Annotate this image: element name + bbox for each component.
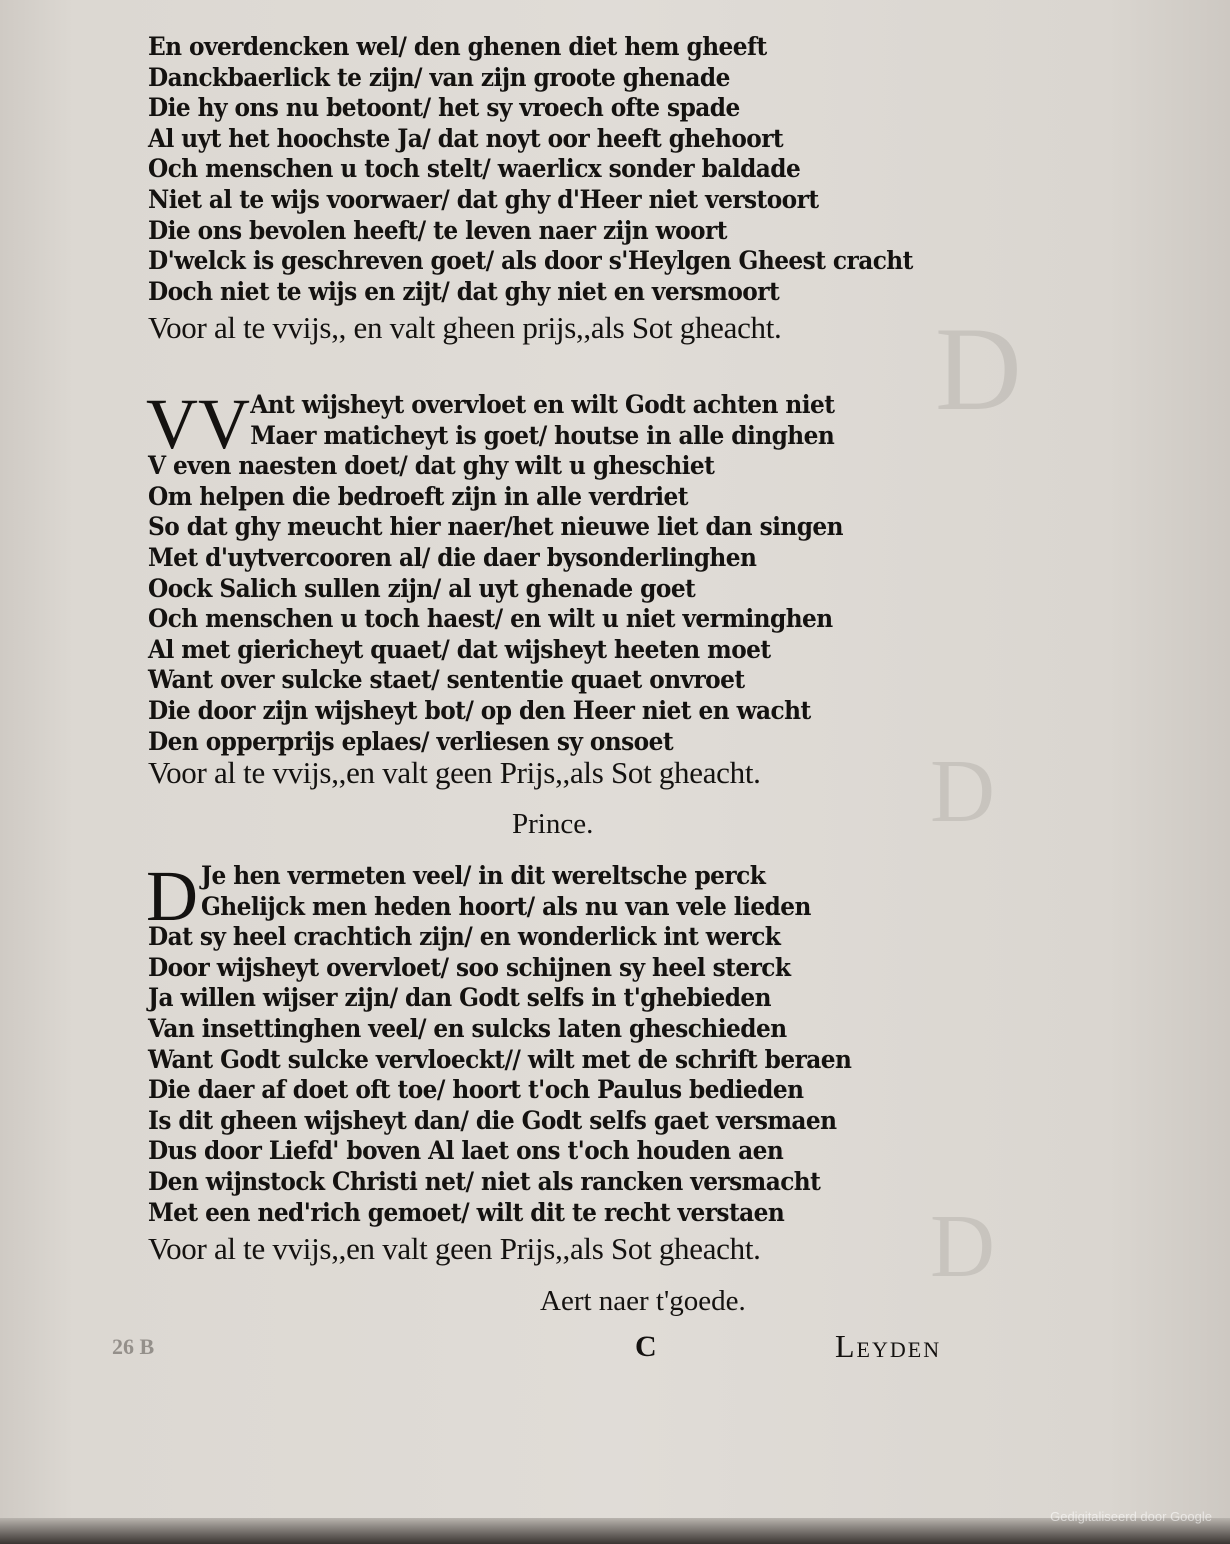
verse-line: Maer maticheyt is goet/ houtse in alle dinghen <box>250 420 835 450</box>
verse-line: Och menschen u toch stelt/ waerlicx sonder baldade <box>148 154 801 184</box>
verse-line: Met een ned'rich gemoet/ wilt dit te recht verstaen <box>148 1197 785 1227</box>
refrain: Voor al te vvijs,,en valt geen Prijs,,als Sot gheacht. <box>148 755 761 790</box>
refrain: Voor al te vvijs,, en valt gheen prijs,,als Sot gheacht. <box>148 310 782 345</box>
verse-line: Want Godt sulcke vervloeckt// wilt met de schrift beraen <box>148 1044 852 1074</box>
motto: Aert naer t'goede. <box>540 1285 746 1317</box>
verse-line: Oock Salich sullen zijn/ al uyt ghenade goet <box>148 573 696 603</box>
verse-line: Den opperprijs eplaes/ verliesen sy onsoet <box>148 726 674 756</box>
bleed-through-letter: D <box>930 1197 995 1296</box>
verse-line: Niet al te wijs voorwaer/ dat ghy d'Heer niet verstoort <box>148 184 819 214</box>
catchword: Leyden <box>835 1328 942 1364</box>
drop-cap: D <box>146 856 198 936</box>
verse-line: Die hy ons nu betoont/ het sy vroech ofte spade <box>148 93 740 123</box>
verse-line: Al met giericheyt quaet/ dat wijsheyt heeten moet <box>148 634 771 664</box>
stanza-3 <box>146 856 904 1228</box>
drop-cap: VV <box>146 384 250 464</box>
verse-line: D'welck is geschreven goet/ als door s'Heylgen Gheest cracht <box>148 246 913 276</box>
page-edge <box>0 1518 1230 1544</box>
verse-line: Door wijsheyt overvloet/ soo schijnen sy heel sterck <box>148 952 791 982</box>
verse-line: Die door zijn wijsheyt bot/ op den Heer niet en wacht <box>148 695 811 725</box>
verse-line: Ant wijsheyt overvloet en wilt Godt achten niet <box>250 390 835 419</box>
verse-line: Danckbaerlick te zijn/ van zijn groote ghenade <box>148 62 730 92</box>
verse-line: V even naesten doet/ dat ghy wilt u gheschiet <box>148 451 715 481</box>
verse-line: Je hen vermeten veel/ in dit wereltsche perck <box>201 861 766 890</box>
prince-heading: Prince. <box>512 808 594 840</box>
library-stamp: 26 B <box>112 1334 155 1359</box>
verse-line: Doch niet te wijs en zijt/ dat ghy niet en versmoort <box>148 276 780 306</box>
verse-line: Och menschen u toch haest/ en wilt u niet verminghen <box>148 604 833 634</box>
bleed-through-letter: D <box>935 302 1022 435</box>
bleed-through-letter: D <box>930 742 995 841</box>
verse-line: Ja willen wijser zijn/ dan Godt selfs in t'ghebieden <box>148 983 772 1013</box>
verse-line: En overdencken wel/ den ghenen diet hem gheeft <box>148 32 767 61</box>
verse-line: Dat sy heel crachtich zijn/ en wonderlick int werck <box>148 922 781 952</box>
verse-line: Den wijnstock Christi net/ niet als rancken versmacht <box>148 1166 821 1196</box>
stanza-2 <box>146 384 895 757</box>
verse-line: Die ons bevolen heeft/ te leven naer zijn woort <box>148 215 727 245</box>
verse-line: Al uyt het hoochste Ja/ dat noyt oor heeft ghehoort <box>148 123 784 153</box>
verse-line: Ghelijck men heden hoort/ als nu van vele lieden <box>201 891 811 921</box>
verse-line: So dat ghy meucht hier naer/het nieuwe liet dan singen <box>148 512 844 542</box>
refrain: Voor al te vvijs,,en valt geen Prijs,,als Sot gheacht. <box>148 1231 761 1266</box>
verse-line: Met d'uytvercooren al/ die daer bysonderlinghen <box>148 542 757 572</box>
stanza-1 <box>148 32 970 307</box>
verse-line: Om helpen die bedroeft zijn in alle verdriet <box>148 481 688 511</box>
signature-mark: C <box>635 1330 657 1363</box>
verse-line: Van insettinghen veel/ en sulcks laten gheschieden <box>148 1013 787 1043</box>
verse-line: Want over sulcke staet/ sententie quaet onvroet <box>148 665 745 695</box>
verse-line: Is dit gheen wijsheyt dan/ die Godt selfs gaet versmaen <box>148 1105 837 1135</box>
watermark: Gedigitaliseerd door Google <box>1050 1509 1212 1524</box>
verse-line: Dus door Liefd' boven Al laet ons t'och houden aen <box>148 1136 784 1166</box>
verse-line: Die daer af doet oft toe/ hoort t'och Paulus bedieden <box>148 1075 804 1105</box>
